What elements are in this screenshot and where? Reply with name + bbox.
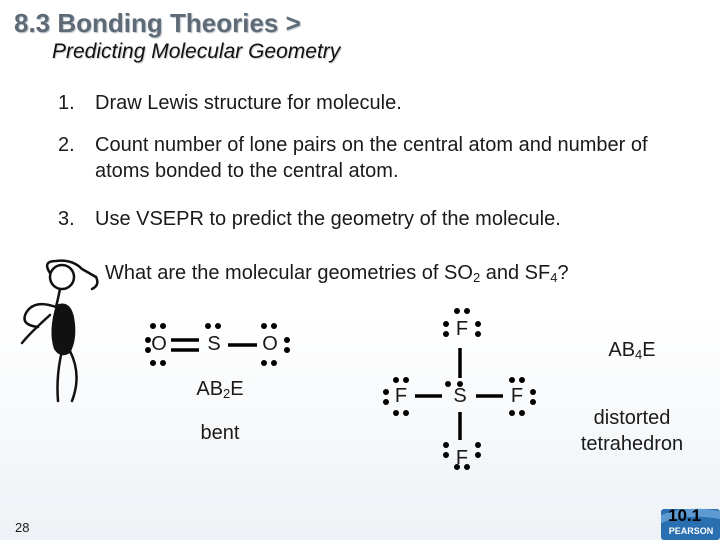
- step-number: 3.: [58, 208, 75, 230]
- step-text: Draw Lewis structure for molecule.: [95, 92, 402, 114]
- so2-atom-s: S: [207, 333, 221, 355]
- logo-text: PEARSON: [668, 526, 714, 536]
- so2-geometry: bent: [200, 422, 240, 444]
- sf4-atom-f-top: F: [455, 318, 469, 340]
- sf4-geometry-line1: distorted: [593, 407, 671, 429]
- step-text: Count number of lone pairs on the central atom and number of atoms bonded to the central atom.: [95, 134, 648, 182]
- question-suffix: ?: [557, 262, 569, 284]
- step-number: 1.: [58, 92, 75, 114]
- section-title[interactable]: 8.3 Bonding Theories >: [14, 8, 301, 38]
- slide-subtitle: Predicting Molecular Geometry: [52, 40, 341, 63]
- sf4-geometry: [562, 405, 702, 457]
- question-middle: and SF: [480, 262, 551, 284]
- sf4-atom-s: S: [453, 385, 467, 407]
- chapter-ref[interactable]: 10.1: [668, 506, 702, 525]
- sf4-formula: $AB_4E$: [608, 339, 656, 362]
- sf4-atom-f-left: F: [394, 385, 408, 407]
- so2-atom-o-left: O: [151, 333, 167, 355]
- question-prefix: What are the molecular geometries of SO: [105, 262, 473, 284]
- sf4-atom-f-bottom: F: [455, 447, 469, 469]
- so2-formula: $AB_2E$: [196, 378, 244, 401]
- question-sub-4: 4: [550, 270, 558, 285]
- question-sub-2: 2: [472, 270, 481, 285]
- step-text: Use VSEPR to predict the geometry of the molecule.: [95, 208, 561, 230]
- step-number: 2.: [58, 134, 75, 156]
- sf4-atom-f-right: F: [510, 385, 524, 407]
- so2-atom-o-right: O: [262, 333, 278, 355]
- sf4-geometry-line2: tetrahedron: [580, 433, 684, 455]
- page-number: 28: [15, 520, 30, 535]
